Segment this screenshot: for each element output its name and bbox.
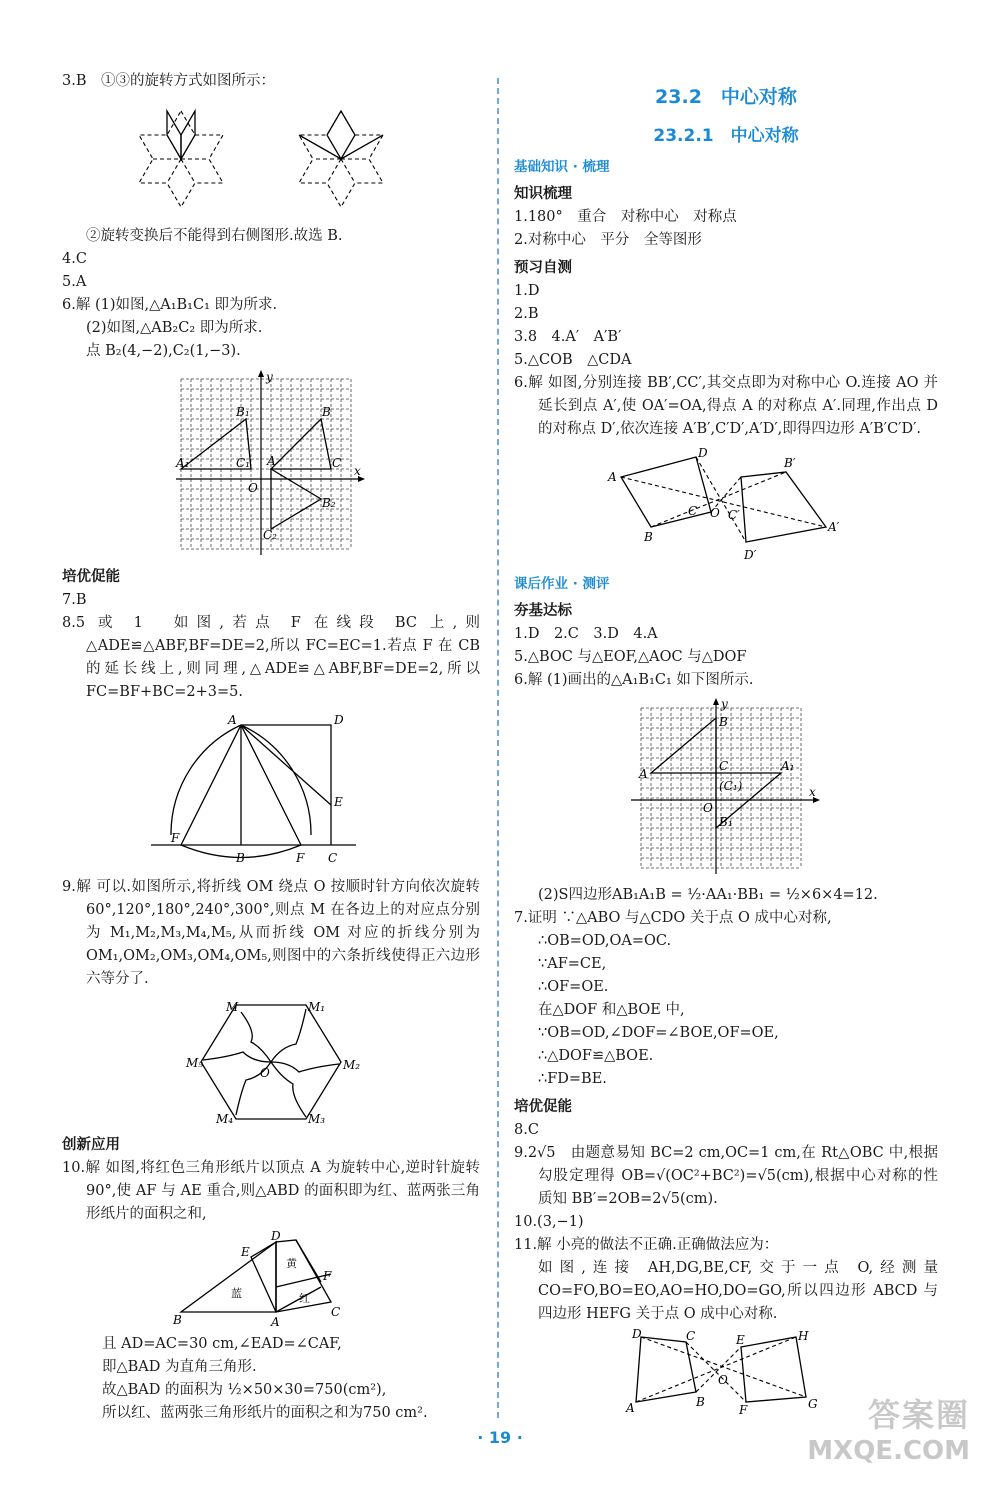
- central-symmetry-figure: [606, 447, 846, 567]
- grid2-label-c1: (C₁): [719, 779, 743, 793]
- answer-h7-2: ∴OB=OD,OA=OC.: [538, 933, 672, 949]
- cs-label-c-prime: C′: [728, 508, 740, 522]
- section-kehou: 课后作业 · 测评: [514, 576, 610, 592]
- sq-label-e: E: [334, 795, 343, 809]
- chapter-title: 23.2 中心对称: [655, 86, 797, 108]
- coordinate-grid-figure-2: [631, 698, 821, 878]
- answer-p5: 5.△COB △CDA: [514, 352, 632, 368]
- answer-k2: 2.对称中心 平分 全等图形: [514, 232, 702, 248]
- answer-q10: 10.解 如图,将红色三角形纸片以顶点 A 为旋转中心,逆时针旋转 90°,使 AF 与 AE 重合,则△ABD 的面积即为红、蓝两张三角形纸片的面积之和,: [62, 1160, 480, 1222]
- grid1-label-c1: C₁: [236, 456, 250, 470]
- column-divider: [497, 78, 499, 1418]
- pt-label-d: D: [271, 1229, 281, 1243]
- subsection-yuxi: 预习自测: [514, 260, 572, 276]
- pt-label-c: C: [331, 1305, 341, 1319]
- answer-q10-b: 即△BAD 为直角三角形.: [102, 1359, 257, 1375]
- page-number: · 19 ·: [477, 1428, 523, 1447]
- answer-k1: 1.180° 重合 对称中心 对称点: [514, 209, 737, 225]
- answer-q4: 4.C: [62, 251, 87, 267]
- subsection-zhishi: 知识梳理: [514, 186, 572, 202]
- cs-label-o: O: [710, 506, 720, 520]
- grid1-label-x: x: [354, 464, 361, 478]
- sq-label-d: D: [334, 713, 344, 727]
- grid2-label-x: x: [809, 785, 816, 799]
- cs-label-b-prime: B′: [784, 456, 796, 470]
- sq-label-b: B: [236, 851, 245, 865]
- cs-label-c: C: [688, 504, 698, 518]
- answer-h7-1: 7.证明 ∵△ABO 与△CDO 关于点 O 成中心对称,: [514, 910, 832, 926]
- two-quadrilaterals-figure: [626, 1327, 826, 1417]
- q-label-h: H: [798, 1329, 809, 1343]
- answer-h7-5: 在△DOF 和△BOE 中,: [538, 1002, 685, 1018]
- grid1-label-a1: A₁: [176, 456, 190, 470]
- hex-label-m3: M₃: [308, 1112, 326, 1126]
- pt-label-red: 红: [299, 1292, 310, 1305]
- answer-r11-2: 如图,连接 AH,DG,BE,CF,交于一点 O,经测量 CO=FO,BO=EO,AO=HO,DO=GO,所以四边形 ABCD 与四边形 HEFG 关于点 O 成中心对称.: [538, 1260, 938, 1322]
- grid2-label-b: B: [719, 715, 728, 729]
- watermark: [807, 1390, 970, 1466]
- hex-label-m1: M₁: [308, 1000, 326, 1014]
- sq-label-f2: F: [296, 851, 305, 865]
- watermark-line2: MXQE.COM: [807, 1436, 970, 1466]
- subsection-hangji: 夯基达标: [514, 603, 572, 619]
- answer-q3-note: ②旋转变换后不能得到右侧图形.故选 B.: [86, 228, 343, 244]
- answer-q8: 8.5 或 1 如图,若点 F 在线段 BC 上,则△ADE≌△ABF,BF=DE=2,所以 FC=EC=1.若点 F 在 CB 的延长线上,则同理,△ADE≌△ABF,BF=DE=2,所以 FC=BF+BC=2+3=5.: [62, 615, 480, 700]
- answer-q10-d: 所以红、蓝两张三角形纸片的面积之和为750 cm².: [102, 1405, 428, 1421]
- answer-h7-4: ∴OF=OE.: [538, 979, 609, 995]
- answer-q6-1: 6.解 (1)如图,△A₁B₁C₁ 即为所求.: [62, 297, 278, 313]
- section-chuangxin: 创新应用: [62, 1137, 120, 1153]
- hex-label-m2: M₂: [343, 1058, 361, 1072]
- answer-h7-7: ∴△DOF≌△BOE.: [538, 1048, 654, 1064]
- answer-h7-6: ∵OB=OD,∠DOF=∠BOE,OF=OE,: [538, 1025, 779, 1041]
- answer-h7-3: ∵AF=CE,: [538, 956, 607, 972]
- hex-label-m5: M₅: [186, 1056, 204, 1070]
- answer-h6-2: (2)S四边形AB₁A₁B = ½·AA₁·BB₁ = ½×6×4=12.: [538, 887, 878, 903]
- right-column: [514, 70, 938, 1423]
- watermark-line1: 答案圈: [867, 1396, 970, 1434]
- section-jichu: 基础知识 · 梳理: [514, 159, 610, 175]
- q-label-o: O: [718, 1373, 728, 1387]
- answer-q9: 9.解 可以.如图所示,将折线 OM 绕点 O 按顺时针方向依次旋转 60°,120°,180°,240°,300°,则点 M 在各边上的对应点分别为 M₁,M₂,M₃,M₄,M₅,从而折线 OM 对应的折线分别为 OM₁,OM₂,OM₃,OM₄,OM₅,则图中的六条折线使得正六边形六等分了.: [62, 879, 480, 987]
- cs-label-d-prime: D′: [744, 548, 757, 562]
- coordinate-grid-figure-1: [176, 369, 366, 559]
- q-label-c: C: [686, 1329, 696, 1343]
- answer-q7: 7.B: [62, 592, 87, 608]
- answer-r8: 8.C: [514, 1122, 539, 1138]
- answer-q10-a: 且 AD=AC=30 cm,∠EAD=∠CAF,: [102, 1336, 342, 1352]
- answer-q10-c: 故△BAD 的面积为 ½×50×30=750(cm²),: [102, 1382, 387, 1398]
- pt-label-a: A: [271, 1315, 280, 1329]
- left-column: [62, 70, 480, 1425]
- grid1-label-o: O: [248, 481, 258, 495]
- hex-label-m: M: [226, 1000, 239, 1014]
- pt-label-yellow: 黄: [286, 1257, 297, 1270]
- answer-q5: 5.A: [62, 274, 87, 290]
- paper-triangle-figure: [171, 1229, 371, 1329]
- grid2-label-a: A: [639, 767, 648, 781]
- grid1-label-y: y: [266, 370, 273, 384]
- q-label-e: E: [736, 1333, 745, 1347]
- section-peiyou-right: 培优促能: [514, 1099, 572, 1115]
- answer-q6-3: 点 B₂(4,−2),C₂(1,−3).: [86, 343, 241, 359]
- grid1-label-b1: B₁: [236, 405, 250, 419]
- answer-h6: 6.解 (1)画出的△A₁B₁C₁ 如下图所示.: [514, 672, 754, 688]
- grid2-label-y: y: [721, 697, 728, 711]
- grid1-label-a: A: [267, 454, 276, 468]
- answer-p3: 3.8 4.A′ A′B′: [514, 329, 622, 345]
- cs-label-d: D: [698, 446, 708, 460]
- q-label-a: A: [626, 1401, 635, 1415]
- hex-label-o: O: [260, 1066, 270, 1080]
- cs-label-a-prime: A′: [828, 520, 840, 534]
- grid2-label-c: C: [719, 759, 729, 773]
- answer-p2: 2.B: [514, 306, 539, 322]
- answer-q3: 3.B ①③的旋转方式如图所示：: [62, 73, 275, 89]
- pt-label-b: B: [173, 1313, 182, 1327]
- answer-h5: 5.△BOC 与△EOF,△AOC 与△DOF: [514, 649, 747, 665]
- section-title: 23.2.1 中心对称: [653, 126, 799, 146]
- cs-label-a: A: [608, 470, 617, 484]
- answer-r9: 9.2√5 由题意易知 BC=2 cm,OC=1 cm,在 Rt△OBC 中,根据勾股定理得 OB=√(OC²+BC²)=√5(cm),根据中心对称的性质知 BB′=2OB=2√5(cm).: [514, 1145, 938, 1207]
- grid2-label-b1: B₁: [719, 815, 733, 829]
- q-label-g: G: [808, 1397, 818, 1411]
- grid1-label-c2: C₂: [263, 528, 277, 542]
- sq-label-f1: F: [171, 831, 180, 845]
- square-rotation-figure: [146, 710, 396, 870]
- grid1-label-c: C: [332, 456, 342, 470]
- answer-r11-1: 11.解 小亮的做法不正确.正确做法应为：: [514, 1237, 779, 1253]
- hexagon-figure: [186, 997, 361, 1127]
- q-label-b: B: [696, 1395, 705, 1409]
- q-label-d: D: [632, 1327, 642, 1341]
- answer-p6: 6.解 如图,分别连接 BB′,CC′,其交点即为对称中心 O.连接 AO 并延长到点 A′,使 OA′=OA,得点 A 的对称点 A′.同理,作出点 D 的对称点 D′,依次连接 A′B′,C′D′,A′D′,即得四边形 A′B′C′D′.: [514, 375, 938, 437]
- grid1-label-b2: B₂: [322, 496, 336, 510]
- sq-label-c: C: [328, 851, 338, 865]
- grid2-label-o: O: [703, 801, 713, 815]
- cs-label-b: B: [644, 530, 653, 544]
- pt-label-e: E: [241, 1245, 250, 1259]
- answer-h1: 1.D 2.C 3.D 4.A: [514, 626, 658, 642]
- sq-label-a: A: [228, 713, 237, 727]
- pt-label-f: F: [323, 1269, 332, 1283]
- q-label-f: F: [739, 1403, 748, 1417]
- pt-label-blue: 蓝: [231, 1287, 242, 1300]
- grid1-label-b: B: [322, 405, 331, 419]
- hex-label-m4: M₄: [216, 1112, 234, 1126]
- section-peiyou-left: 培优促能: [62, 569, 120, 585]
- answer-p1: 1.D: [514, 283, 540, 299]
- answer-r10: 10.(3,−1): [514, 1214, 584, 1230]
- star-rotation-figure: [121, 99, 421, 219]
- answer-q6-2: (2)如图,△AB₂C₂ 即为所求.: [86, 320, 263, 336]
- answer-h7-8: ∴FD=BE.: [538, 1071, 607, 1087]
- grid2-label-a1: A₁: [781, 759, 795, 773]
